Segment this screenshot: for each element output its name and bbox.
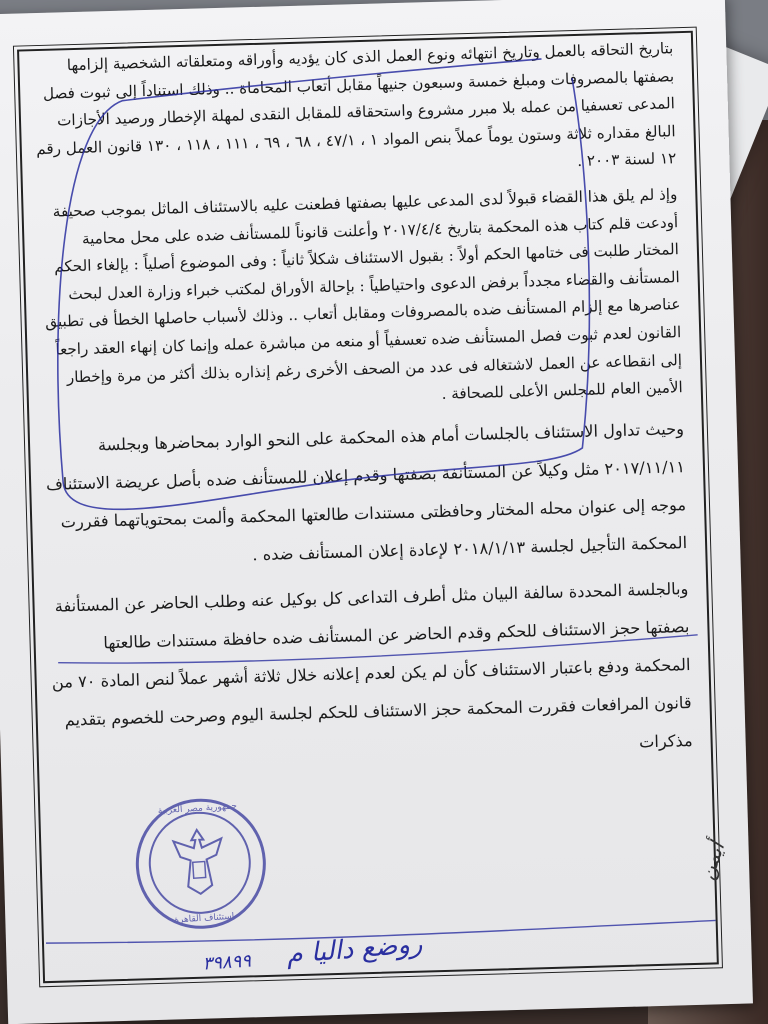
handwritten-signature: أيمن [694,839,730,883]
handwritten-note: روضع داليا م [285,929,424,970]
handwritten-number: ٣٩٨٩٩ [201,950,252,975]
stamp-top-text: جمهورية مصر العربية [157,801,238,817]
eagle-emblem-icon [165,824,233,900]
paragraph-2: وإذ لم يلق هذا القضاء قبولاً لدى المدعى عليها بصفتها فطعنت عليه بالاستئناف الماثل بموجب صحيفة أودعت قلم كتاب هذه المحكمة بتاريخ ٢٠١٧/٤/٤ وأعلنت قانوناً للمستأنف ضده على محل محامية المختار طلبت فى ختامها الحكم أولاً : بقبول الاستئناف شكلاً ثانياً : وفى الموضوع أصلياً : بإلغاء الحكم المستأنف والقضاء مجدداً برفض الدعوى واحتياطياً : بإحالة الأوراق لمكتب خبراء وزارة العدل لبحث عناصرها مع إلزام المستأنف ضده بالمصروفات ومقابل أتعاب .. وذلك لأسباب حاصلها الخطأ فى تطبيق القانون لعدم ثبوت فصل المستأنف ضده تعسفياً أو منعه من مباشرة عمله وإنما كان إنهاء العقد راجعاً إلى انقطاعه عن العمل لاشتغاله فى عدد من الصحف الأخرى رغم إنذاره بذلك أكثر من مرة وإخطار الأمين العام للمجلس الأعلى للصحافة . [45,185,683,403]
paragraph-3: وحيث تداول الاستئناف بالجلسات أمام هذه المحكمة على النحو الوارد بمحاضرها وبجلسة ٢٠١٧/١١/١١ مثل وكيلاً عن المستأنفة بصفتها وقدم إعلان للمستأنف ضده بأصل عريضة الاستئناف موجه إلى عنوان محله المختار وحافظتى مستندات طالعتها المحكمة وألمت بمحتوياتهما فقررت المحكمة التأجيل لجلسة ٢٠١٨/١/١٣ لإعادة إعلان المستأنف ضده . [45,418,688,564]
pen-bracket [49,58,595,511]
stamp-bottom-text: استئناف القاهرة [173,911,235,926]
paragraph-4: وبالجلسة المحددة سالفة البيان مثل أطرف التداعى كل بوكيل عنه وطلب الحاضر عن المستأنفة بصفتها حجز الاستئناف للحكم وقدم الحاضر عن المستأنف ضده حافظة مستندات طالعتها المحكمة ودفع باعتبار الاستئناف كأن لم يكن لعدم إعلانه خلال ثلاثة أشهر عملاً لنص المادة ٧٠ من قانون المرافعات فقررت المحكمة حجز الاستئناف للحكم لجلسة اليوم وصرحت للخصوم بتقديم مذكرات [51,578,693,752]
pen-underline [58,635,698,667]
paragraph-1: بتاريخ التحاقه بالعمل وتاريخ انتهائه ونوع العمل الذى كان يؤديه وأوراقه ومتعلقاته الشخصية إلزامها بصفتها بالمصروفات ومبلغ خمسة وسبعون جنيهاً مقابل أتعاب المحاماة .. وذلك استناداً إلى ثبوت فصل المدعى تعسفيا من عمله بلا مبرر مشروع واستحقاقه للمقابل النقدى لمهلة الإخطار ورصيد الأجازات البالغ مقداره ثلاثة وستون يوماً عملاً بنص المواد ١ ، ٤٧/١ ، ٦٨ ، ٦٩ ، ١١١ ، ١١٨ ، ١٣٠ قانون العمل رقم ١٢ لسنة ٢٠٠٣ . [35,39,677,171]
